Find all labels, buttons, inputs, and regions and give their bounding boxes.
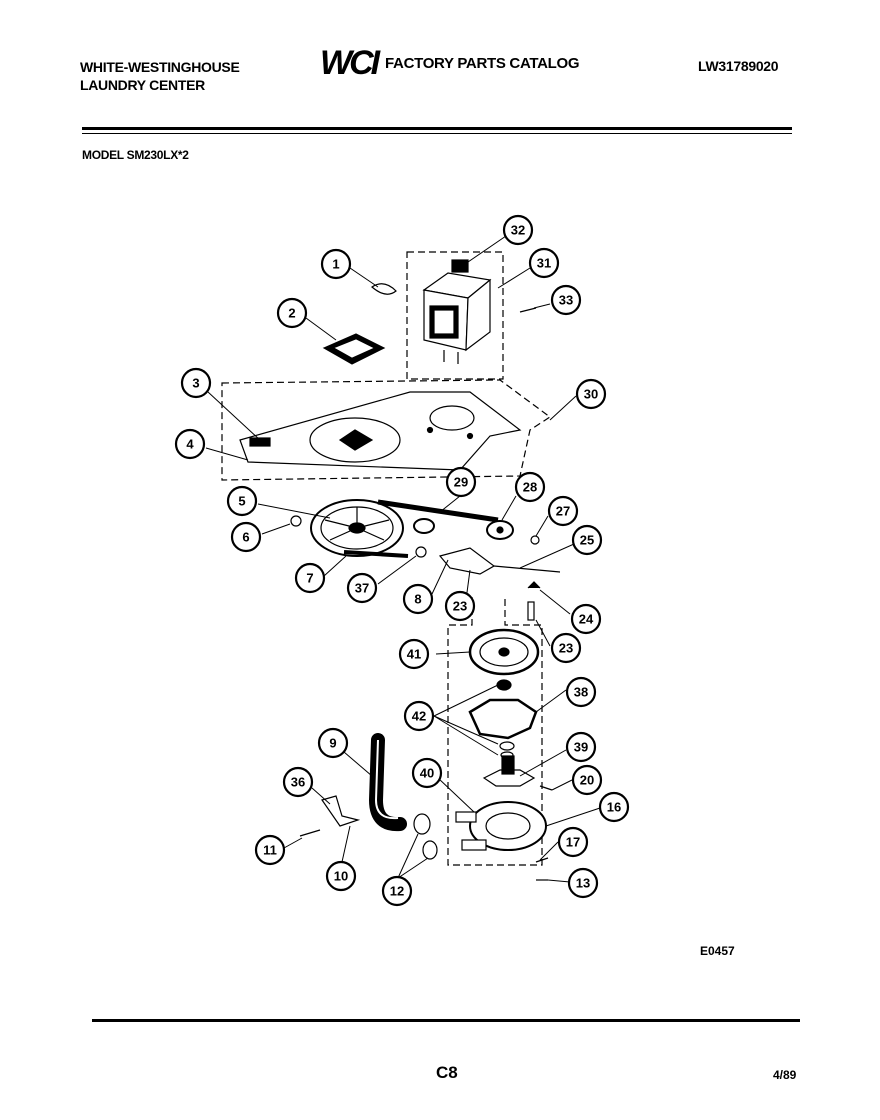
svg-text:31: 31: [536, 255, 552, 271]
nut-part: [531, 536, 539, 544]
svg-text:13: 13: [575, 875, 591, 891]
svg-text:33: 33: [558, 292, 574, 308]
svg-text:40: 40: [419, 765, 435, 781]
callout-42: [405, 702, 433, 730]
idler-pulley-part: [414, 519, 434, 533]
svg-text:16: 16: [606, 799, 622, 815]
callout-6: [232, 523, 260, 551]
bearing-part: [497, 680, 511, 690]
callout-33: [552, 286, 580, 314]
svg-text:10: 10: [333, 868, 349, 884]
callout-11: [256, 836, 284, 864]
callout-29: [447, 468, 475, 496]
idler-spacer-part: [416, 547, 426, 557]
callout-36: [284, 768, 312, 796]
svg-text:27: 27: [555, 503, 571, 519]
svg-text:39: 39: [573, 739, 589, 755]
footer-rule: [92, 1019, 800, 1022]
callout-13: [569, 869, 597, 897]
hose-clamp-part-2: [423, 841, 437, 859]
idler-arm-part: [440, 548, 494, 574]
callout-5: [228, 487, 256, 515]
callout-30: [577, 380, 605, 408]
hose-clamp-part: [414, 814, 430, 834]
bracket-screw-part: [300, 830, 320, 836]
svg-text:23: 23: [558, 640, 574, 656]
svg-text:1: 1: [332, 256, 340, 272]
manufacturer-name: WHITE-WESTINGHOUSE: [80, 59, 240, 75]
callout-27: [549, 497, 577, 525]
svg-text:24: 24: [578, 611, 594, 627]
callout-12: [383, 877, 411, 905]
pump-housing-part: [456, 802, 546, 850]
gasket-part: [470, 700, 536, 738]
product-line: LAUNDRY CENTER: [80, 77, 205, 93]
svg-text:20: 20: [579, 772, 595, 788]
callout-1: [322, 250, 350, 278]
callout-28: [516, 473, 544, 501]
callout-9: [319, 729, 347, 757]
svg-text:28: 28: [522, 479, 538, 495]
svg-text:8: 8: [414, 591, 422, 607]
callout-3: [182, 369, 210, 397]
svg-text:32: 32: [510, 222, 526, 238]
callout-10: [327, 862, 355, 890]
mounting-plate-part: [240, 392, 520, 470]
svg-text:42: 42: [411, 708, 427, 724]
callout-20: [573, 766, 601, 794]
callout-23-lower: [552, 634, 580, 662]
revision-date: 4/89: [773, 1068, 797, 1082]
callout-24: [572, 605, 600, 633]
catalog-code: LW31789020: [698, 58, 779, 74]
bracket-part: [322, 796, 358, 826]
model-number: MODEL SM230LX*2: [82, 148, 189, 162]
washer-part: [291, 516, 301, 526]
svg-text:WCI: WCI: [320, 44, 378, 78]
svg-text:5: 5: [238, 493, 246, 509]
callout-4: [176, 430, 204, 458]
callout-39: [567, 733, 595, 761]
catalog-title: FACTORY PARTS CATALOG: [385, 55, 580, 72]
svg-text:9: 9: [329, 735, 337, 751]
svg-text:29: 29: [453, 474, 469, 490]
callout-25: [573, 526, 601, 554]
callout-32: [504, 216, 532, 244]
svg-text:17: 17: [565, 834, 581, 850]
svg-text:23: 23: [452, 598, 468, 614]
callout-40: [413, 759, 441, 787]
page-number: C8: [436, 1063, 458, 1082]
callout-23-upper: [446, 592, 474, 620]
seal-part: [500, 742, 514, 750]
svg-text:38: 38: [573, 684, 589, 700]
svg-text:12: 12: [389, 883, 405, 899]
drive-pulley-part: [311, 500, 403, 556]
transmission-pulley-part: [470, 630, 538, 674]
pin-part: [528, 602, 534, 620]
svg-text:3: 3: [192, 375, 200, 391]
callout-8: [404, 585, 432, 613]
screw-part: [520, 308, 536, 312]
svg-text:30: 30: [583, 386, 599, 402]
callout-2: [278, 299, 306, 327]
callout-41: [400, 640, 428, 668]
callout-38: [567, 678, 595, 706]
callout-17: [559, 828, 587, 856]
svg-text:36: 36: [290, 774, 306, 790]
motor-part: [424, 260, 490, 364]
svg-text:4: 4: [186, 436, 194, 452]
svg-text:41: 41: [406, 646, 422, 662]
svg-text:6: 6: [242, 529, 250, 545]
callout-16: [600, 793, 628, 821]
svg-text:11: 11: [263, 842, 277, 858]
svg-text:25: 25: [579, 532, 595, 548]
callout-31: [530, 249, 558, 277]
svg-text:2: 2: [288, 305, 296, 321]
figure-code: E0457: [700, 944, 735, 958]
callout-7: [296, 564, 324, 592]
svg-text:7: 7: [306, 570, 314, 586]
svg-text:37: 37: [354, 580, 370, 596]
callout-37: [348, 574, 376, 602]
